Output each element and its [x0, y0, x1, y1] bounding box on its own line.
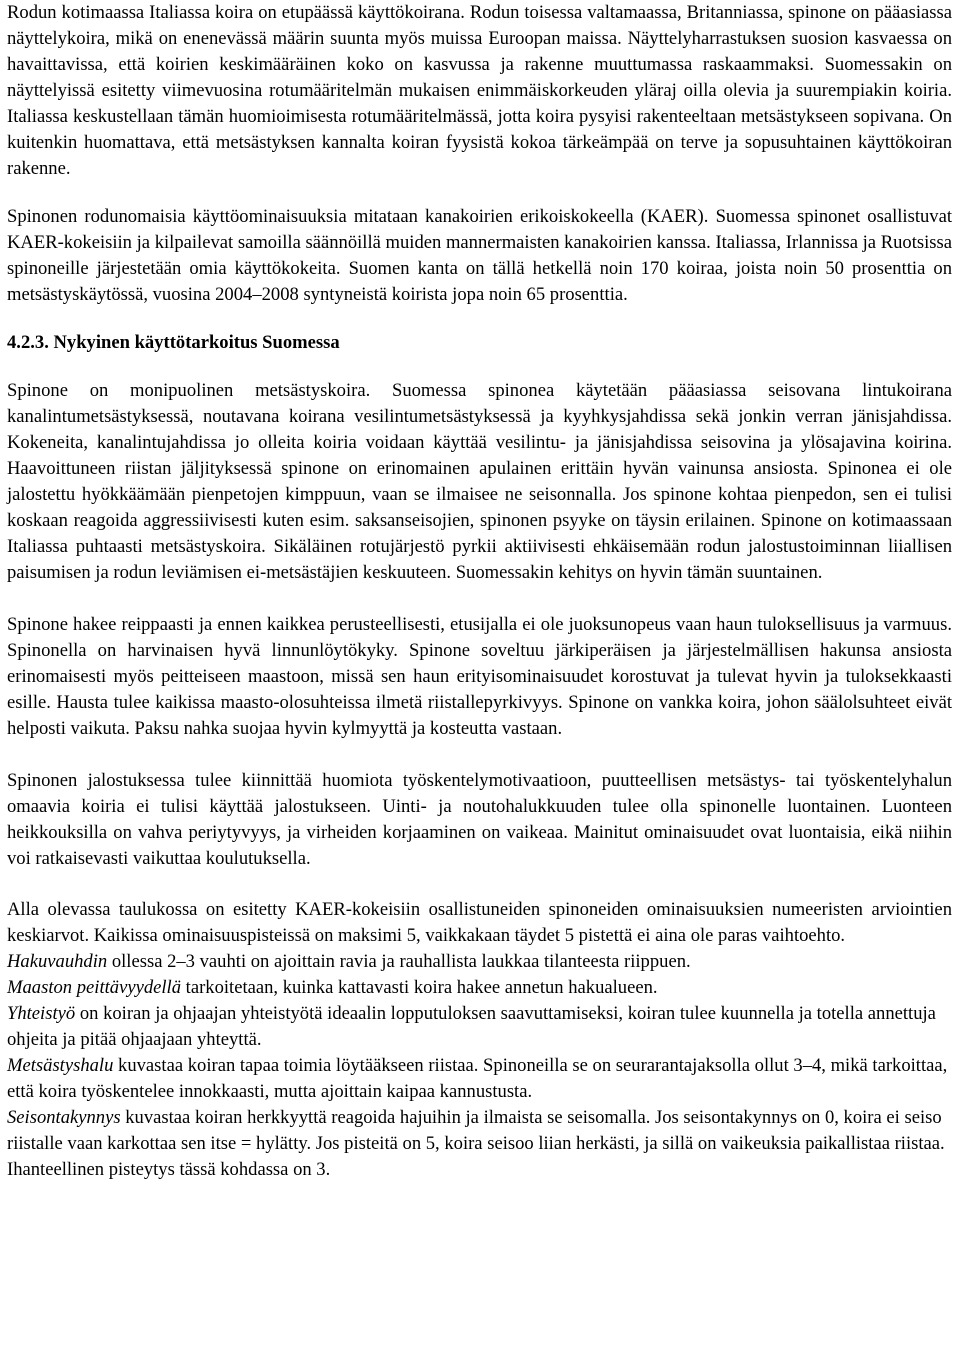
definition-term: Maaston peittävyydellä [7, 977, 182, 998]
section-heading: 4.2.3. Nykyinen käyttötarkoitus Suomessa [7, 332, 340, 353]
paragraph-breed-use: Rodun kotimaassa Italiassa koira on etupäässä käyttökoirana. Rodun toisessa valtamaassa, Britanniassa, spinone on pääasiassa näyttelykoira, mikä on enenevässä määrin suunta myös muissa Euroopan maissa. Näyttelyharrastuksen suosion kasvaessa on havaittavissa, että koirien keskimääräinen koko on kasvussa ja rakenne muuttumassa raskaammaksi. Suomessakin on näyttelyissä esitetty viimevuosina rotumääritelmän mukaisen enimmäiskorkeuden yläraj oilla olevia ja suurempiakin koiria. Italiassa keskustellaan tämän huomioimisesta rotumääritelmässä, jotta koira pysyisi rakenteeltaan metsästykseen sopivana. On kuitenkin huomattava, että metsästyksen kannalta koiran fyysistä kokoa tärkeämpää on terve ja sopusuhtainen käyttökoiran rakenne. [7, 2, 952, 179]
definition-maaston-peittavyys [7, 975, 952, 1001]
definition-text: kuvastaa koiran herkkyyttä reagoida hajuihin ja ilmaista se seisomalla. Jos seisontakynnys on 0, koira ei seiso riistalle vaan karkottaa sen itse = hylätty. Jos pisteitä on 5, koira seisoo liian herkästi, ja sillä on vaikeuksia paikallistaa riistaa. Ihanteellinen pisteytys tässä kohdassa on 3. [7, 1107, 945, 1180]
definition-text: ollessa 2–3 vauhti on ajoittain ravia ja rauhallista laukkaa tilanteesta riippuen. [107, 951, 691, 972]
definition-text: kuvastaa koiran tapaa toimia löytääkseen riistaa. Spinoneilla se on seurarantajaksolla ollut 3–4, mikä tarkoittaa, että koira työskentelee innokkaasti, mutta ajoittain kaipaa kannustusta. [7, 1055, 948, 1102]
definition-term: Yhteistyö [7, 1003, 76, 1024]
paragraph-hunting-search: Spinone hakee reippaasti ja ennen kaikkea perusteellisesti, etusijalla ei ole juoksunopeus vaan haun tuloksellisuus ja varmuus. Spinonella on harvinaisen hyvä linnunlöytökyky. Spinone soveltuu järkiperäisen ja järjestelmällisen hakunsa ansiosta erinomaisesti myös peitteiseen maastoon, missä sen haun erityisominaisuudet korostuvat ja tulevat hyvin ja tuloksekkaasti esille. Hausta tulee kaikissa maasto-olosuhteissa ilmetä riistallepyrkivyys. Spinone on vankka koira, johon säälolsuhteet eivät helposti vaikuta. Paksu nahka suojaa hyvin kylmyyttä ja kosteutta vastaan. [7, 614, 952, 739]
paragraph-current-use: Spinone on monipuolinen metsästyskoira. Suomessa spinonea käytetään pääasiassa seisovana lintukoirana kanalintumetsästyksessä, noutavana koirana vesilintumetsästyksessä ja kyyhkysjahdissa sekä jonkin verran jänisjahdissa. Kokeneita, kanalintujahdissa jo olleita koiria voidaan käyttää vesilintu- ja jänisjahdissa seisovina ja ylösajavina koirina. Haavoittuneen riistan jäljityksessä spinone on erinomainen apulainen erittäin hyvän vainunsa ansiosta. Spinonea ei ole jalostettu hyökkäämään pienpetojen kimppuun, vaan se ilmaisee ne seisonnalla. Jos spinone kohtaa pienpedon, sen ei tulisi koskaan reagoida aggressiivisesti kuten esim. saksanseisojien, spinonen psyyke on täysin erilainen. Spinone on kotimaassaan Italiassa puhtaasti metsästyskoira. Sikäläinen rotujärjestö pyrkii aktiivisesti ehkäisemään rodun jalostustoiminnan liiallisen paisumisen ja rodun leviämisen ei-metsästäjien keskuuteen. Suomessakin kehitys on hyvin tämän suuntainen. [7, 380, 952, 583]
definition-metsastyshalu [7, 1053, 952, 1105]
definition-seisontakynnys [7, 1105, 952, 1183]
paragraph-breeding: Spinonen jalostuksessa tulee kiinnittää huomiota työskentelymotivaatioon, puutteellisen metsästys- tai työskentelyhalun omaavia koiria ei tulisi käyttää jalostukseen. Uinti- ja noutohalukkuuden tulee olla spinonelle luontainen. Luonteen heikkouksilla on vahva periytyvyys, ja virheiden korjaaminen on vaikeaa. Mainitut ominaisuudet ovat luontaisia, eikä niihin voi ratkaisevasti vaikuttaa koulutuksella. [7, 770, 952, 869]
paragraph-kaer-trials: Spinonen rodunomaisia käyttöominaisuuksia mitataan kanakoirien erikoiskokeella (KAER). Suomessa spinonet osallistuvat KAER-kokeisiin ja kilpailevat samoilla säännöillä muiden mannermaisten kanakoirien kanssa. Italiassa, Irlannissa ja Ruotsissa spinoneille järjestetään omia käyttökokeita. Suomen kanta on tällä hetkellä noin 170 koiraa, joista noin 50 prosenttia on metsästyskäytössä, vuosina 2004–2008 syntyneistä koirista jopa noin 65 prosenttia. [7, 206, 952, 305]
definition-term: Metsästyshalu [7, 1055, 114, 1076]
definition-term: Hakuvauhdin [7, 951, 108, 972]
definition-term: Seisontakynnys [7, 1107, 121, 1128]
definition-yhteistyo [7, 1001, 952, 1053]
definition-text: tarkoitetaan, kuinka kattavasti koira hakee annetun hakualueen. [181, 977, 658, 998]
paragraph-table-intro: Alla olevassa taulukossa on esitetty KAER-kokeisiin osallistuneiden spinoneiden ominaisuuksien numeeristen arviointien keskiarvot. Kaikissa ominaisuuspisteissä on maksimi 5, vaikkakaan täydet 5 pistettä ei aina ole paras vaihtoehto. [7, 899, 952, 946]
definition-text: on koiran ja ohjaajan yhteistyötä ideaalin lopputuloksen saavuttamiseksi, koiran tulee kuunnella ja totella annettuja ohjeita ja pitää ohjaajaan yhteyttä. [7, 1003, 936, 1050]
definition-hakuvauhti [7, 949, 952, 975]
